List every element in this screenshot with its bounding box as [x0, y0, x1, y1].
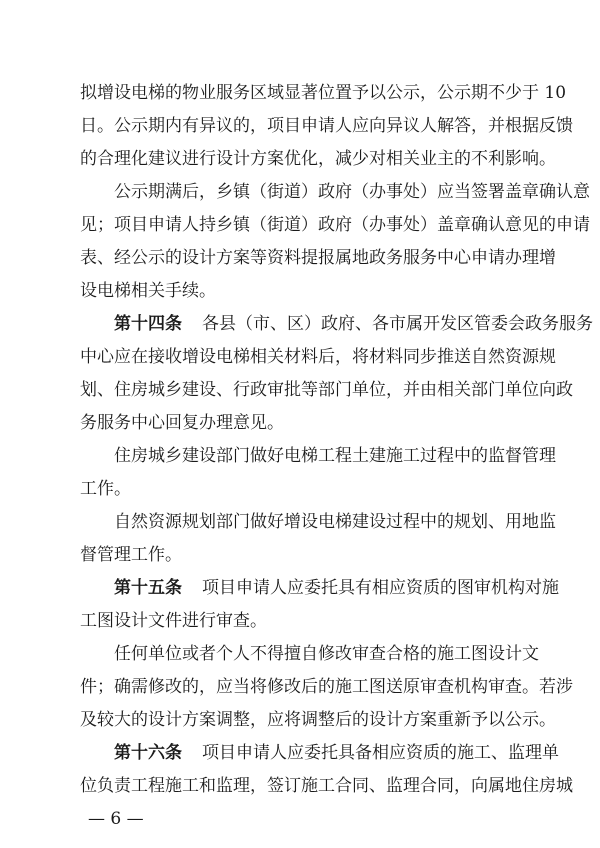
paragraph-text: 工图设计文件进行审查。: [80, 611, 267, 631]
paragraph-line: [0, 81, 600, 105]
paragraph-text: 督管理工作。: [80, 545, 182, 565]
article-heading: 第十六条: [114, 743, 182, 763]
paragraph-text: 务服务中心回复办理意见。: [80, 413, 284, 433]
paragraph-line: [0, 114, 600, 138]
paragraph-text: 住房城乡建设部门做好电梯工程土建施工过程中的监督管理: [114, 446, 556, 466]
paragraph-line: [0, 543, 600, 567]
page-number: — 6 —: [88, 809, 144, 829]
paragraph-text: 拟增设电梯的物业服务区域显著位置予以公示，公示期不少于 10: [80, 83, 567, 103]
paragraph-text: 的合理化建议进行设计方案优化，减少对相关业主的不利影响。: [80, 149, 556, 169]
paragraph-line: [0, 642, 600, 666]
paragraph-text: 见；项目申请人持乡镇（街道）政府（办事处）盖章确认意见的申请: [80, 215, 590, 235]
paragraph-line: [0, 213, 600, 237]
paragraph-text: 各县（市、区）政府、各市属开发区管委会政务服务: [202, 314, 593, 334]
paragraph-text: 及较大的设计方案调整，应将调整后的设计方案重新予以公示。: [80, 710, 556, 730]
paragraph-line: [0, 708, 600, 732]
paragraph-line: [0, 609, 600, 633]
paragraph-line: [0, 180, 600, 204]
paragraph-line: [0, 444, 600, 468]
paragraph-text: 项目申请人应委托具有相应资质的图审机构对施: [202, 578, 559, 598]
paragraph-text: 表、经公示的设计方案等资料提报属地政务服务中心申请办理增: [80, 248, 556, 268]
paragraph-line: [0, 675, 600, 699]
paragraph-line: [0, 510, 600, 534]
paragraph-line: [0, 246, 600, 270]
paragraph-line: [0, 741, 600, 765]
paragraph-line: [0, 279, 600, 303]
paragraph-text: 设电梯相关手续。: [80, 281, 216, 301]
paragraph-line: [0, 411, 600, 435]
paragraph-line: [0, 576, 600, 600]
paragraph-line: [0, 312, 600, 336]
paragraph-line: [0, 774, 600, 798]
paragraph-text: 划、住房城乡建设、行政审批等部门单位，并由相关部门单位向政: [80, 380, 573, 400]
article-heading: 第十四条: [114, 314, 182, 334]
paragraph-text: 工作。: [80, 479, 131, 499]
paragraph-text: 任何单位或者个人不得擅自修改审查合格的施工图设计文: [114, 644, 539, 664]
article-heading: 第十五条: [114, 578, 182, 598]
paragraph-text: 自然资源规划部门做好增设电梯建设过程中的规划、用地监: [114, 512, 556, 532]
paragraph-text: 位负责工程施工和监理，签订施工合同、监理合同，向属地住房城: [80, 776, 573, 796]
paragraph-line: [0, 477, 600, 501]
paragraph-text: 项目申请人应委托具备相应资质的施工、监理单: [202, 743, 559, 763]
paragraph-line: [0, 378, 600, 402]
paragraph-line: [0, 147, 600, 171]
paragraph-text: 件；确需修改的，应当将修改后的施工图送原审查机构审查。若涉: [80, 677, 573, 697]
paragraph-text: 日。公示期内有异议的，项目申请人应向异议人解答，并根据反馈: [80, 116, 573, 136]
paragraph-text: 公示期满后，乡镇（街道）政府（办事处）应当签署盖章确认意: [114, 182, 590, 202]
paragraph-line: [0, 345, 600, 369]
paragraph-text: 中心应在接收增设电梯相关材料后，将材料同步推送自然资源规: [80, 347, 556, 367]
